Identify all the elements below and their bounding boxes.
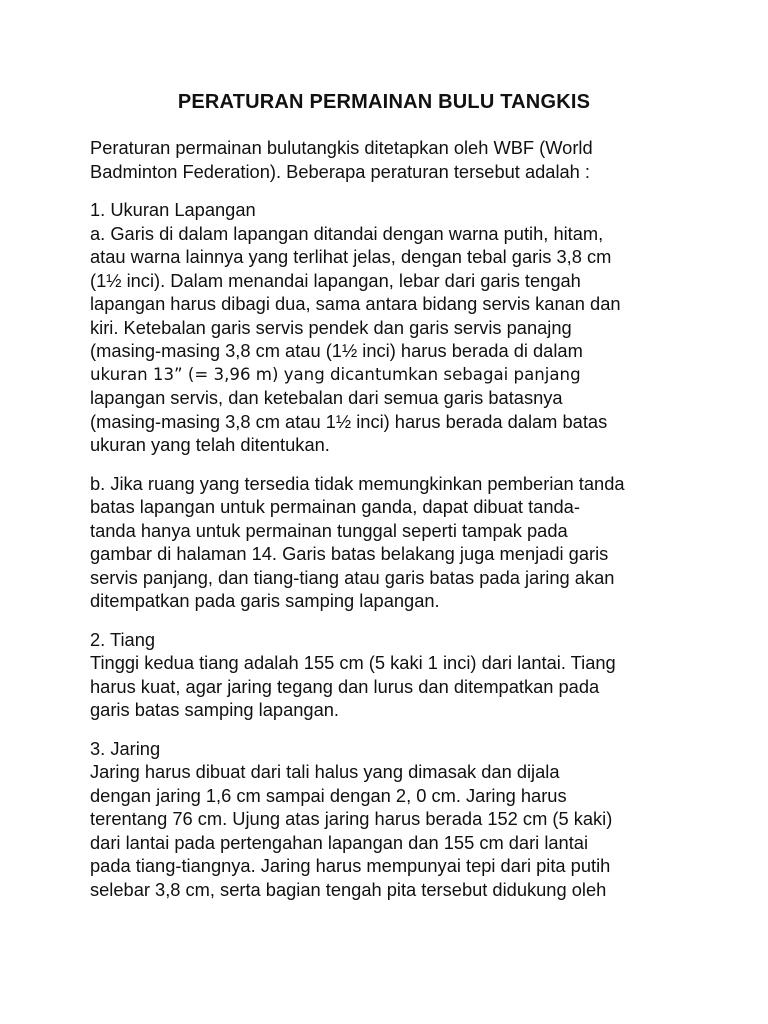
- paragraph-line: ukuran yang telah ditentukan.: [90, 434, 330, 455]
- paragraph-line: kiri. Ketebalan garis servis pendek dan garis servis panajng: [90, 316, 572, 338]
- section-jaring: [90, 737, 690, 902]
- section-tiang: [90, 628, 690, 722]
- paragraph-line: harus kuat, agar jaring tegang dan lurus dan ditempatkan pada: [90, 675, 600, 697]
- section-ukuran-lapangan: [90, 198, 690, 457]
- document-title: PERATURAN PERMAINAN BULU TANGKIS: [177, 91, 591, 113]
- paragraph-line: gambar di halaman 14. Garis batas belakang juga menjadi garis: [90, 543, 609, 564]
- paragraph-line: Tinggi kedua tiang adalah 155 cm (5 kaki 1 inci) dari lantai. Tiang: [90, 652, 616, 673]
- paragraph-line: garis batas samping lapangan.: [90, 699, 339, 720]
- document-body: [90, 136, 690, 916]
- section-heading: 1. Ukuran Lapangan: [90, 199, 256, 220]
- paragraph-line: servis panjang, dan tiang-tiang atau garis batas pada jaring akan: [90, 566, 615, 588]
- paragraph-line: pada tiang-tiangnya. Jaring harus mempunyai tepi dari pita putih: [90, 855, 611, 876]
- paragraph-line: tanda hanya untuk permainan tunggal seperti tampak pada: [90, 519, 568, 541]
- paragraph-line: a. Garis di dalam lapangan ditandai dengan warna putih, hitam,: [90, 222, 604, 244]
- paragraph-line: atau warna lainnya yang terlihat jelas, dengan tebal garis 3,8 cm: [90, 246, 612, 267]
- paragraph-line: batas lapangan untuk permainan ganda, dapat dibuat tanda-: [90, 496, 580, 517]
- paragraph-line: selebar 3,8 cm, serta bagian tengah pita tersebut didukung oleh: [90, 878, 607, 900]
- paragraph-line: dengan jaring 1,6 cm sampai dengan 2, 0 cm. Jaring harus: [90, 784, 567, 806]
- intro-line: Peraturan permainan bulutangkis ditetapkan oleh WBF (World: [90, 137, 593, 158]
- intro-line: Badminton Federation). Beberapa peraturan tersebut adalah :: [90, 160, 591, 182]
- paragraph-line: lapangan harus dibagi dua, sama antara bidang servis kanan dan: [90, 293, 621, 314]
- section-ukuran-lapangan-b: [90, 472, 690, 613]
- section-heading: 3. Jaring: [90, 737, 161, 759]
- paragraph-line: (1½ inci). Dalam menandai lapangan, lebar dari garis tengah: [90, 269, 581, 291]
- section-heading: 2. Tiang: [90, 628, 156, 650]
- paragraph-line: terentang 76 cm. Ujung atas jaring harus berada 152 cm (5 kaki): [90, 808, 613, 829]
- paragraph-line: ukuran 13” (= 3,96 m) yang dicantumkan sebagai panjang: [90, 364, 581, 384]
- paragraph-line: (masing-masing 3,8 cm atau (1½ inci) harus berada di dalam: [90, 340, 583, 361]
- intro-paragraph: [90, 136, 690, 183]
- paragraph-line: (masing-masing 3,8 cm atau 1½ inci) harus berada dalam batas: [90, 410, 608, 432]
- paragraph-line: b. Jika ruang yang tersedia tidak memungkinkan pemberian tanda: [90, 472, 625, 494]
- paragraph-line: dari lantai pada pertengahan lapangan dan 155 cm dari lantai: [90, 831, 589, 853]
- paragraph-line: ditempatkan pada garis samping lapangan.: [90, 590, 440, 611]
- paragraph-line: lapangan servis, dan ketebalan dari semua garis batasnya: [90, 387, 563, 408]
- paragraph-line: Jaring harus dibuat dari tali halus yang dimasak dan dijala: [90, 761, 560, 782]
